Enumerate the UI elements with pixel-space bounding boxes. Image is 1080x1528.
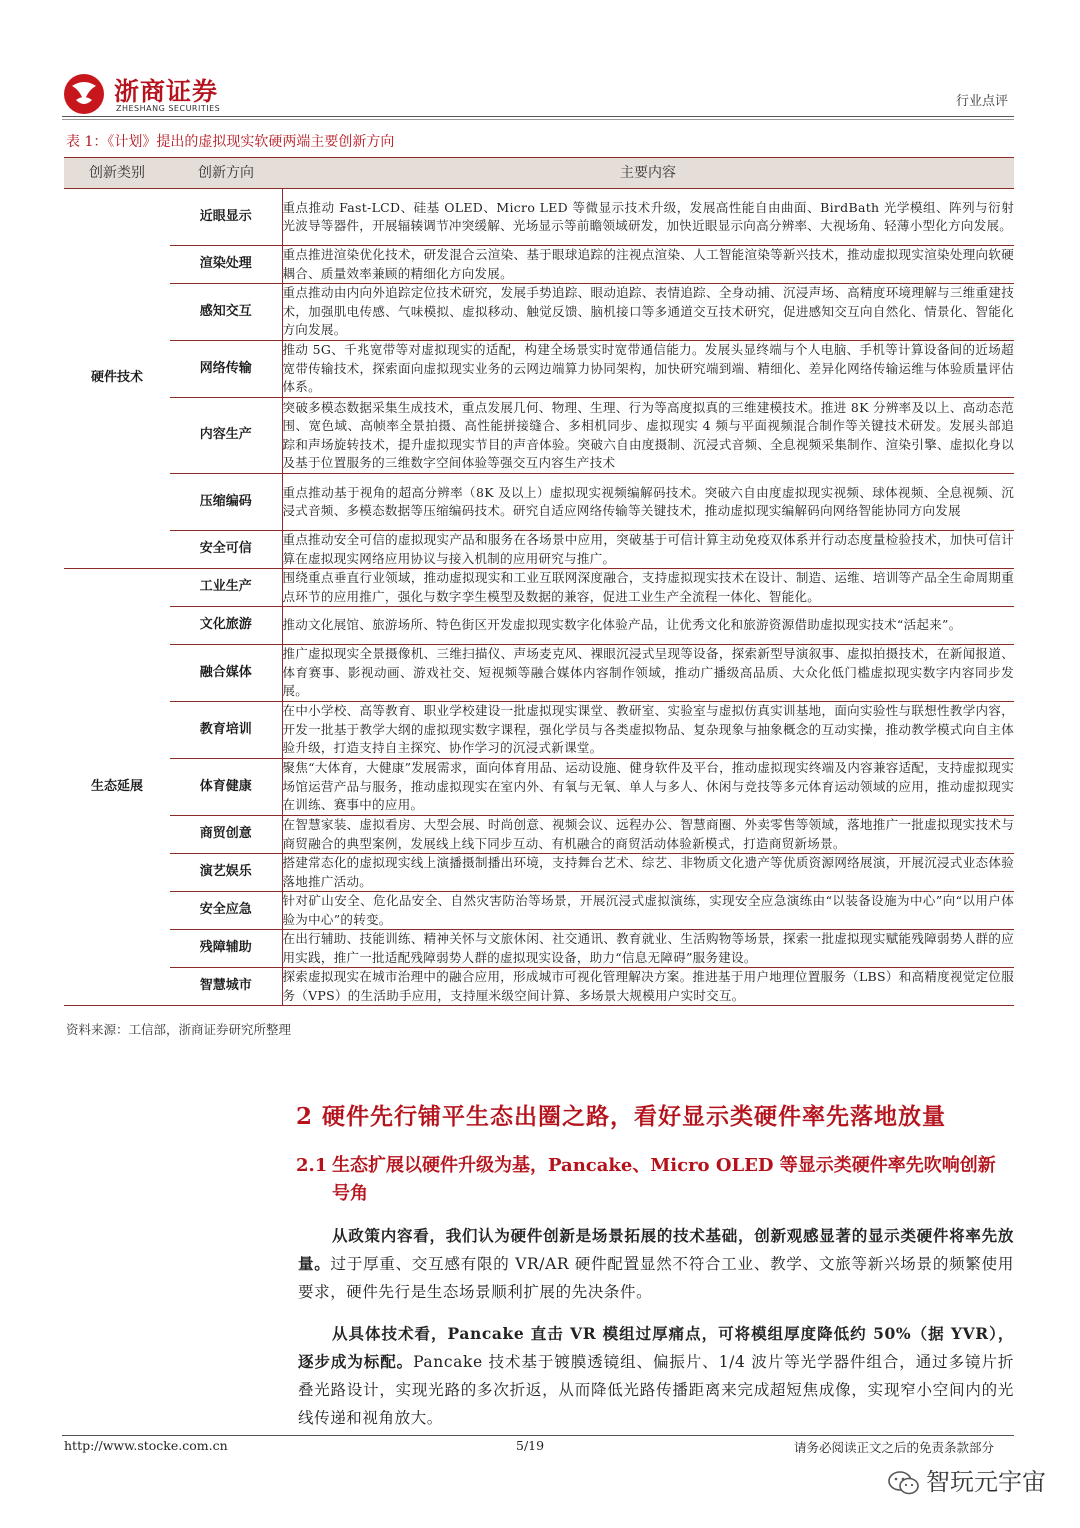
table-row [64, 892, 1014, 930]
page-number: 5/19 [516, 1438, 545, 1453]
paragraph-1-bold: 从政策内容看，我们认为硬件创新是场景拓展的技术基础，创新观感显著的显示类硬件将率先放量。 [298, 1226, 1014, 1273]
category-cell: 生态延展 [64, 569, 170, 1006]
paragraph-1-text: 过于厚重、交互感有限的 VR/AR 硬件配置显然不符合工业、教学、文旅等新兴场景的频繁使用要求，硬件先行是生态场景顺利扩展的先决条件。 [298, 1255, 1014, 1301]
direction-cell: 体育健康 [170, 759, 282, 816]
content-cell: 探索虚拟现实在城市治理中的融合应用，形成城市可视化管理解决方案。推进基于用户地理位置服务（LBS）和高精度视觉定位服务（VPS）的生活助手应用，支持厘米级空间计算、多场景大规模用户实时交互。 [282, 968, 1014, 1006]
table-row [64, 531, 1014, 569]
direction-cell: 教育培训 [170, 702, 282, 759]
header-divider [62, 116, 1014, 117]
table-row [64, 930, 1014, 968]
zheshang-logo-icon [62, 72, 106, 116]
direction-cell: 演艺娱乐 [170, 854, 282, 892]
wechat-watermark [888, 1462, 1046, 1497]
logo-text-cn: 浙商证券 [114, 77, 219, 106]
content-cell: 突破多模态数据采集生成技术，重点发展几何、物理、生理、行为等高度拟真的三维建模技术。推进 8K 分辨率及以上、高动态范围、宽色域、高帧率全景拍摄、高性能拼接缝合、多相机同步、虚拟现实 4 频与平面视频混合制作等关键技术研发。发展头部追踪和声场旋转技术，提升虚拟现实节目的声音体验。突破六自由度摄制、沉浸式音频、全息视频采集制作、渲染引擎、虚拟化身以及基于位置服务的三维数字空间体验等强交互内容生产技术 [282, 398, 1014, 474]
table-title: 表 1：《计划》提出的虚拟现实软硬两端主要创新方向 [66, 134, 395, 150]
content-cell: 重点推动由内向外追踪定位技术研究，发展手势追踪、眼动追踪、表情追踪、全身动捕、沉浸声场、高精度环境理解与三维重建技术，加强肌电传感、气味模拟、虚拟移动、触觉反馈、脑机接口等多通道交互技术研究，促进感知交互向自然化、情景化、智能化方向发展。 [282, 284, 1014, 341]
header-direction: 创新方向 [170, 158, 282, 189]
report-type-label: 行业点评 [955, 94, 1008, 109]
table-header-row [64, 158, 1014, 189]
content-cell: 在出行辅助、技能训练、精神关怀与文旅休闲、社交通讯、教育就业、生活购物等场景，探索一批虚拟现实赋能残障弱势人群的应用实践，推广一批适配残障弱势人群的虚拟现实设备，助力“信息无障碍”服务建设。 [282, 930, 1014, 968]
content-cell: 聚焦“大体育，大健康”发展需求，面向体育用品、运动设施、健身软件及平台，推动虚拟现实终端及内容兼容适配，支持虚拟现实场馆运营产品与服务，推动虚拟现实在室内外、有氧与无氧、单人与多人、休闲与竞技等多元体育运动领域的应用，推动虚拟现实在训练、赛事中的应用。 [282, 759, 1014, 816]
content-cell: 搭建常态化的虚拟现实线上演播摄制播出环境，支持舞台艺术、综艺、非物质文化遗产等优质资源网络展演，开展沉浸式业态体验落地推广活动。 [282, 854, 1014, 892]
table-row [64, 702, 1014, 759]
table-row [64, 645, 1014, 702]
content-cell: 在智慧家装、虚拟看房、大型会展、时尚创意、视频会议、远程办公、智慧商圈、外卖零售等领域，落地推广一批虚拟现实技术与商贸融合的典型案例，发展线上线下同步互动、有机融合的商贸活动体验新模式，打造商贸新场景。 [282, 816, 1014, 854]
content-cell: 针对矿山安全、危化品安全、自然灾害防治等场景，开展沉浸式虚拟演练，实现安全应急演练由“以装备设施为中心”向“以用户体验为中心”的转变。 [282, 892, 1014, 930]
content-cell: 推动 5G、千兆宽带等对虚拟现实的适配，构建全场景实时宽带通信能力。发展头显终端与个人电脑、手机等计算设备间的近场超宽带传输技术，探索面向虚拟现实业务的云网边端算力协同架构，加快研究端到端、精细化、差异化网络传输运维与体验质量评估体系。 [282, 341, 1014, 398]
subsection-title: 生态扩展以硬件升级为基，Pancake、Micro OLED 等显示类硬件率先吹响创新号角 [332, 1155, 996, 1204]
header-content: 主要内容 [282, 158, 1014, 189]
direction-cell: 近眼显示 [170, 189, 282, 246]
content-cell: 重点推动安全可信的虚拟现实产品和服务在各场景中应用，突破基于可信计算主动免疫双体系并行动态度量检验技术，加快可信计算在虚拟现实网络应用协议与接入机制的应用研究与推广。 [282, 531, 1014, 569]
table-row [64, 284, 1014, 341]
table-row [64, 341, 1014, 398]
logo-text-en: ZHESHANG SECURITIES [116, 104, 221, 113]
table-row [64, 759, 1014, 816]
table-row [64, 474, 1014, 531]
paragraph-2 [298, 1320, 1014, 1432]
direction-cell: 商贸创意 [170, 816, 282, 854]
content-cell: 推动文化展馆、旅游场所、特色街区开发虚拟现实数字化体验产品，让优秀文化和旅游资源借助虚拟现实技术“活起来”。 [282, 607, 1014, 645]
direction-cell: 工业生产 [170, 569, 282, 607]
table-row [64, 569, 1014, 607]
direction-cell: 压缩编码 [170, 474, 282, 531]
section-heading: 2 硬件先行铺平生态出圈之路，看好显示类硬件率先落地放量 [296, 1103, 947, 1130]
header-category: 创新类别 [64, 158, 170, 189]
content-cell: 重点推进渲染优化技术，研发混合云渲染、基于眼球追踪的注视点渲染、人工智能渲染等新兴技术，推动虚拟现实渲染处理向软硬耦合、质量效率兼顾的精细化方向发展。 [282, 246, 1014, 284]
direction-cell: 残障辅助 [170, 930, 282, 968]
paragraph-1 [298, 1222, 1014, 1306]
direction-cell: 网络传输 [170, 341, 282, 398]
paragraph-2-text: Pancake 技术基于镀膜透镜组、偏振片、1/4 波片等光学器件组合，通过多镜片折叠光路设计，实现光路的多次折返，从而降低光路传播距离来完成超短焦成像，实现窄小空间内的光线传递和视角放大。 [298, 1353, 1015, 1427]
content-cell: 在中小学校、高等教育、职业学校建设一批虚拟现实课堂、教研室、实验室与虚拟仿真实训基地，面向实验性与联想性教学内容，开发一批基于教学大纲的虚拟现实数字课程，强化学员与各类虚拟物品、复杂现象与抽象概念的互动实操，推动教学模式向自主体验升级，打造支持自主探究、协作学习的沉浸式新课堂。 [282, 702, 1014, 759]
subsection-heading [296, 1152, 1016, 1208]
table-row [64, 246, 1014, 284]
content-cell: 重点推动基于视角的超高分辨率（8K 及以上）虚拟现实视频编解码技术。突破六自由度虚拟现实视频、球体视频、全息视频、沉浸式音频、多模态数据等压缩编码技术。研究自适应网络传输等关键技术，推动虚拟现实编解码向网络智能协同方向发展 [282, 474, 1014, 531]
direction-cell: 文化旅游 [170, 607, 282, 645]
direction-cell: 融合媒体 [170, 645, 282, 702]
direction-cell: 渲染处理 [170, 246, 282, 284]
footer-url-link[interactable]: http://www.stocke.com.cn [64, 1438, 228, 1453]
direction-cell: 安全应急 [170, 892, 282, 930]
table-row [64, 607, 1014, 645]
wechat-icon [888, 1470, 920, 1496]
content-cell: 重点推动 Fast-LCD、硅基 OLED、Micro LED 等微显示技术升级，发展高性能自由曲面、BirdBath 光学模组、阵列与衍射光波导等器件，开展辐辏调节冲突缓解、光场显示等前瞻领域研发，加快近眼显示向高分辨率、大视场角、轻薄小型化方向发展。 [282, 189, 1014, 246]
direction-cell: 安全可信 [170, 531, 282, 569]
direction-cell: 感知交互 [170, 284, 282, 341]
wechat-account-name: 智玩元宇宙 [926, 1468, 1046, 1496]
header-divider-thin [62, 119, 1014, 120]
content-cell: 围绕重点垂直行业领域，推动虚拟现实和工业互联网深度融合，支持虚拟现实技术在设计、制造、运维、培训等产品全生命周期重点环节的应用推广，强化与数字孪生模型及数据的兼容，促进工业生产全流程一体化、智能化。 [282, 569, 1014, 607]
direction-cell: 内容生产 [170, 398, 282, 474]
table-row [64, 398, 1014, 474]
footer-disclaimer: 请务必阅读正文之后的免责条款部分 [793, 1440, 994, 1455]
subsection-number: 2.1 [296, 1155, 328, 1176]
table-row [64, 816, 1014, 854]
content-cell: 推广虚拟现实全景摄像机、三维扫描仪、声场麦克风、裸眼沉浸式呈现等设备，探索新型导演叙事、虚拟拍摄技术，在新闻报道、体育赛事、影视动画、游戏社交、短视频等融合媒体内容制作领域，推动广播级高品质、大众化低门槛虚拟现实数字内容同步发展。 [282, 645, 1014, 702]
table-row [64, 968, 1014, 1006]
page-header [62, 66, 1012, 116]
table-row [64, 854, 1014, 892]
table-row [64, 189, 1014, 246]
direction-cell: 智慧城市 [170, 968, 282, 1006]
innovation-table [64, 157, 1014, 1006]
source-note: 资料来源：工信部，浙商证券研究所整理 [66, 1022, 292, 1037]
footer-divider [62, 1435, 1014, 1436]
paragraph-2-bold: 从具体技术看，Pancake 直击 VR 模组过厚痛点，可将模组厚度降低约 50%（据 YVR），逐步成为标配。 [298, 1324, 1014, 1371]
category-cell: 硬件技术 [64, 189, 170, 569]
